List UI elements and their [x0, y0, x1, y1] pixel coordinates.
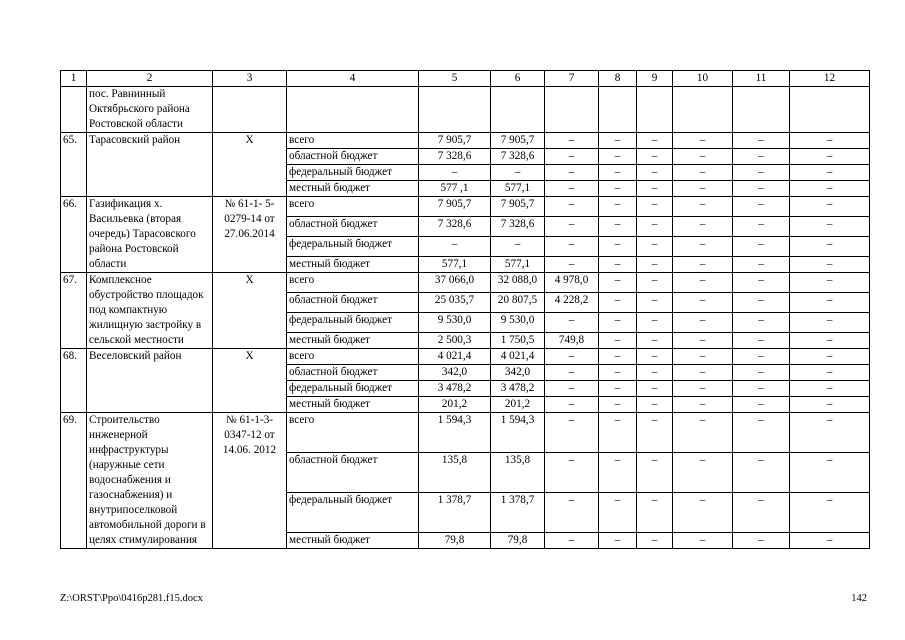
budget-type: всего — [287, 349, 419, 365]
amount-cell: – — [733, 133, 790, 149]
amount-cell: – — [790, 333, 870, 349]
row-number: 65. — [61, 133, 87, 197]
document-ref: № 61-1- 5-0279-14 от 27.06.2014 — [213, 197, 287, 273]
amount-cell: – — [673, 293, 733, 313]
amount-cell: – — [637, 273, 673, 293]
col-header: 3 — [213, 71, 287, 87]
amount-cell: 577,1 — [491, 181, 545, 197]
amount-cell: 79,8 — [419, 533, 491, 549]
amount-cell: – — [733, 333, 790, 349]
table-row — [61, 349, 870, 365]
amount-cell: 4 978,0 — [545, 273, 599, 293]
amount-cell: – — [599, 493, 637, 533]
amount-cell: – — [419, 165, 491, 181]
amount-cell: – — [790, 413, 870, 453]
col-header: 9 — [637, 71, 673, 87]
amount-cell: – — [673, 165, 733, 181]
amount-cell: – — [790, 349, 870, 365]
col-header: 12 — [790, 71, 870, 87]
amount-cell: – — [733, 349, 790, 365]
amount-cell: – — [790, 133, 870, 149]
row-number: 68. — [61, 349, 87, 413]
amount-cell: – — [733, 165, 790, 181]
col-header: 2 — [87, 71, 213, 87]
budget-type: местный бюджет — [287, 397, 419, 413]
amount-cell: – — [599, 397, 637, 413]
amount-cell: – — [599, 273, 637, 293]
amount-cell: – — [673, 197, 733, 217]
document-ref: Х — [213, 133, 287, 197]
amount-cell: – — [790, 397, 870, 413]
amount-cell: 7 328,6 — [419, 217, 491, 237]
amount-cell: – — [673, 237, 733, 257]
amount-cell: – — [599, 237, 637, 257]
amount-cell: – — [733, 257, 790, 273]
col-header: 5 — [419, 71, 491, 87]
amount-cell: 3 478,2 — [419, 381, 491, 397]
amount-cell: – — [733, 365, 790, 381]
amount-cell: – — [637, 181, 673, 197]
amount-cell: – — [637, 293, 673, 313]
amount-cell: – — [733, 149, 790, 165]
object-name: Комплексное обустройство площадок под компактную жилищную застройку в сельской местности — [87, 273, 213, 349]
amount-cell: 135,8 — [491, 453, 545, 493]
amount-cell: – — [790, 165, 870, 181]
amount-cell: 1 594,3 — [491, 413, 545, 453]
amount-cell: – — [733, 217, 790, 237]
table-body — [61, 71, 870, 549]
amount-cell: – — [733, 533, 790, 549]
budget-type: всего — [287, 133, 419, 149]
amount-cell: 135,8 — [419, 453, 491, 493]
amount-cell: – — [637, 313, 673, 333]
intro-text: пос. Равнинный Октябрьского района Ростовской области — [87, 87, 213, 133]
budget-type: всего — [287, 273, 419, 293]
budget-type: всего — [287, 413, 419, 453]
col-header: 8 — [599, 71, 637, 87]
amount-cell: – — [733, 197, 790, 217]
row-number: 69. — [61, 413, 87, 549]
amount-cell: – — [637, 397, 673, 413]
budget-type: местный бюджет — [287, 333, 419, 349]
amount-cell: 7 905,7 — [491, 197, 545, 217]
amount-cell: – — [599, 293, 637, 313]
amount-cell: 7 328,6 — [491, 149, 545, 165]
object-name: Строительство инженерной инфраструктуры (наружные сети водоснабжения и газоснабжения) и внутрипоселковой автомобильной дороги в целях стимулирования — [87, 413, 213, 549]
amount-cell: – — [673, 257, 733, 273]
amount-cell: – — [545, 381, 599, 397]
table-row — [61, 133, 870, 149]
amount-cell: 7 328,6 — [491, 217, 545, 237]
amount-cell: – — [790, 273, 870, 293]
amount-cell: – — [790, 217, 870, 237]
amount-cell: 37 066,0 — [419, 273, 491, 293]
amount-cell: – — [790, 493, 870, 533]
amount-cell: – — [599, 257, 637, 273]
amount-cell: – — [673, 273, 733, 293]
amount-cell: – — [637, 381, 673, 397]
amount-cell: – — [637, 217, 673, 237]
amount-cell: – — [673, 217, 733, 237]
amount-cell: 9 530,0 — [491, 313, 545, 333]
budget-type: местный бюджет — [287, 181, 419, 197]
amount-cell: – — [599, 413, 637, 453]
amount-cell: – — [673, 413, 733, 453]
amount-cell: – — [637, 197, 673, 217]
amount-cell: 7 905,7 — [419, 197, 491, 217]
amount-cell: 9 530,0 — [419, 313, 491, 333]
amount-cell: – — [673, 349, 733, 365]
budget-type: федеральный бюджет — [287, 381, 419, 397]
amount-cell: – — [673, 333, 733, 349]
amount-cell: 342,0 — [419, 365, 491, 381]
amount-cell: – — [733, 181, 790, 197]
amount-cell: 1 594,3 — [419, 413, 491, 453]
amount-cell: – — [491, 165, 545, 181]
amount-cell: – — [637, 237, 673, 257]
amount-cell: 1 378,7 — [419, 493, 491, 533]
amount-cell: – — [637, 149, 673, 165]
col-header: 6 — [491, 71, 545, 87]
amount-cell: – — [637, 365, 673, 381]
budget-type: федеральный бюджет — [287, 237, 419, 257]
row-number: 67. — [61, 273, 87, 349]
amount-cell: – — [790, 381, 870, 397]
col-header: 10 — [673, 71, 733, 87]
amount-cell: 342,0 — [491, 365, 545, 381]
amount-cell: – — [599, 349, 637, 365]
table-row — [61, 197, 870, 217]
amount-cell: – — [599, 133, 637, 149]
document-ref: Х — [213, 349, 287, 413]
budget-type: областной бюджет — [287, 365, 419, 381]
amount-cell: 4 021,4 — [419, 349, 491, 365]
budget-type: всего — [287, 197, 419, 217]
amount-cell: 2 500,3 — [419, 333, 491, 349]
table-row — [61, 413, 870, 453]
amount-cell: 7 905,7 — [491, 133, 545, 149]
amount-cell: 201,2 — [491, 397, 545, 413]
amount-cell: – — [545, 397, 599, 413]
amount-cell: 1 378,7 — [491, 493, 545, 533]
col-header: 4 — [287, 71, 419, 87]
amount-cell: – — [599, 181, 637, 197]
amount-cell: – — [545, 533, 599, 549]
amount-cell: 32 088,0 — [491, 273, 545, 293]
amount-cell: – — [733, 293, 790, 313]
amount-cell: 25 035,7 — [419, 293, 491, 313]
amount-cell: 4 228,2 — [545, 293, 599, 313]
amount-cell: – — [637, 257, 673, 273]
amount-cell: 79,8 — [491, 533, 545, 549]
amount-cell: – — [599, 333, 637, 349]
amount-cell: – — [790, 533, 870, 549]
object-name: Веселовский район — [87, 349, 213, 413]
amount-cell: – — [790, 237, 870, 257]
amount-cell: 577 ,1 — [419, 181, 491, 197]
amount-cell: – — [545, 413, 599, 453]
amount-cell: 201,2 — [419, 397, 491, 413]
amount-cell: – — [733, 493, 790, 533]
amount-cell: – — [673, 181, 733, 197]
amount-cell: 4 021,4 — [491, 349, 545, 365]
amount-cell: – — [637, 133, 673, 149]
amount-cell: – — [673, 453, 733, 493]
amount-cell: – — [673, 397, 733, 413]
amount-cell: – — [733, 397, 790, 413]
row-number: 66. — [61, 197, 87, 273]
budget-type: федеральный бюджет — [287, 165, 419, 181]
budget-type: местный бюджет — [287, 533, 419, 549]
amount-cell: – — [733, 413, 790, 453]
budget-type: областной бюджет — [287, 217, 419, 237]
amount-cell: – — [673, 493, 733, 533]
amount-cell: – — [545, 453, 599, 493]
amount-cell: – — [545, 257, 599, 273]
amount-cell: – — [790, 149, 870, 165]
amount-cell: – — [790, 453, 870, 493]
amount-cell: – — [545, 365, 599, 381]
amount-cell: – — [599, 149, 637, 165]
budget-table — [60, 70, 870, 549]
budget-type: федеральный бюджет — [287, 493, 419, 533]
amount-cell: – — [637, 413, 673, 453]
amount-cell: – — [545, 217, 599, 237]
amount-cell: – — [790, 293, 870, 313]
amount-cell: – — [599, 313, 637, 333]
amount-cell: – — [491, 237, 545, 257]
amount-cell: – — [545, 313, 599, 333]
amount-cell: – — [599, 165, 637, 181]
amount-cell: – — [733, 273, 790, 293]
document-ref: № 61-1-3-0347-12 от 14.06. 2012 — [213, 413, 287, 549]
object-name: Газификация х. Васильевка (вторая очередь) Тарасовского района Ростовской области — [87, 197, 213, 273]
amount-cell: – — [599, 365, 637, 381]
amount-cell: 3 478,2 — [491, 381, 545, 397]
amount-cell: – — [599, 381, 637, 397]
amount-cell: – — [545, 493, 599, 533]
header-row — [61, 71, 870, 87]
amount-cell: 20 807,5 — [491, 293, 545, 313]
amount-cell: – — [545, 197, 599, 217]
amount-cell: 7 328,6 — [419, 149, 491, 165]
footer-file-path: Z:\ORST\Ppo\0416p281.f15.docx — [60, 593, 203, 604]
amount-cell: – — [637, 333, 673, 349]
footer-page-number: 142 — [851, 593, 867, 604]
amount-cell: – — [599, 533, 637, 549]
amount-cell: – — [637, 165, 673, 181]
amount-cell: – — [599, 197, 637, 217]
col-header: 1 — [61, 71, 87, 87]
document-ref: Х — [213, 273, 287, 349]
amount-cell: – — [673, 149, 733, 165]
amount-cell: – — [733, 381, 790, 397]
budget-type: местный бюджет — [287, 257, 419, 273]
amount-cell: – — [790, 313, 870, 333]
amount-cell: 7 905,7 — [419, 133, 491, 149]
amount-cell: – — [673, 313, 733, 333]
amount-cell: 1 750,5 — [491, 333, 545, 349]
amount-cell: 577,1 — [491, 257, 545, 273]
amount-cell: – — [673, 133, 733, 149]
amount-cell: – — [673, 381, 733, 397]
amount-cell: – — [637, 493, 673, 533]
amount-cell: – — [637, 533, 673, 549]
amount-cell: – — [733, 237, 790, 257]
amount-cell: 749,8 — [545, 333, 599, 349]
amount-cell: – — [733, 453, 790, 493]
amount-cell: – — [599, 217, 637, 237]
amount-cell: – — [545, 181, 599, 197]
amount-cell: – — [790, 257, 870, 273]
budget-type: федеральный бюджет — [287, 313, 419, 333]
amount-cell: – — [733, 313, 790, 333]
amount-cell: – — [790, 365, 870, 381]
amount-cell: – — [545, 149, 599, 165]
amount-cell: – — [545, 133, 599, 149]
budget-type: областной бюджет — [287, 149, 419, 165]
intro-row — [61, 87, 870, 133]
col-header: 11 — [733, 71, 790, 87]
amount-cell: – — [545, 237, 599, 257]
col-header: 7 — [545, 71, 599, 87]
amount-cell: – — [545, 349, 599, 365]
amount-cell: – — [790, 197, 870, 217]
amount-cell: – — [419, 237, 491, 257]
object-name: Тарасовский район — [87, 133, 213, 197]
amount-cell: – — [790, 181, 870, 197]
table-row — [61, 273, 870, 293]
amount-cell: – — [637, 349, 673, 365]
amount-cell: 577,1 — [419, 257, 491, 273]
amount-cell: – — [545, 165, 599, 181]
budget-type: областной бюджет — [287, 293, 419, 313]
amount-cell: – — [599, 453, 637, 493]
amount-cell: – — [673, 533, 733, 549]
amount-cell: – — [637, 453, 673, 493]
budget-type: областной бюджет — [287, 453, 419, 493]
amount-cell: – — [673, 365, 733, 381]
